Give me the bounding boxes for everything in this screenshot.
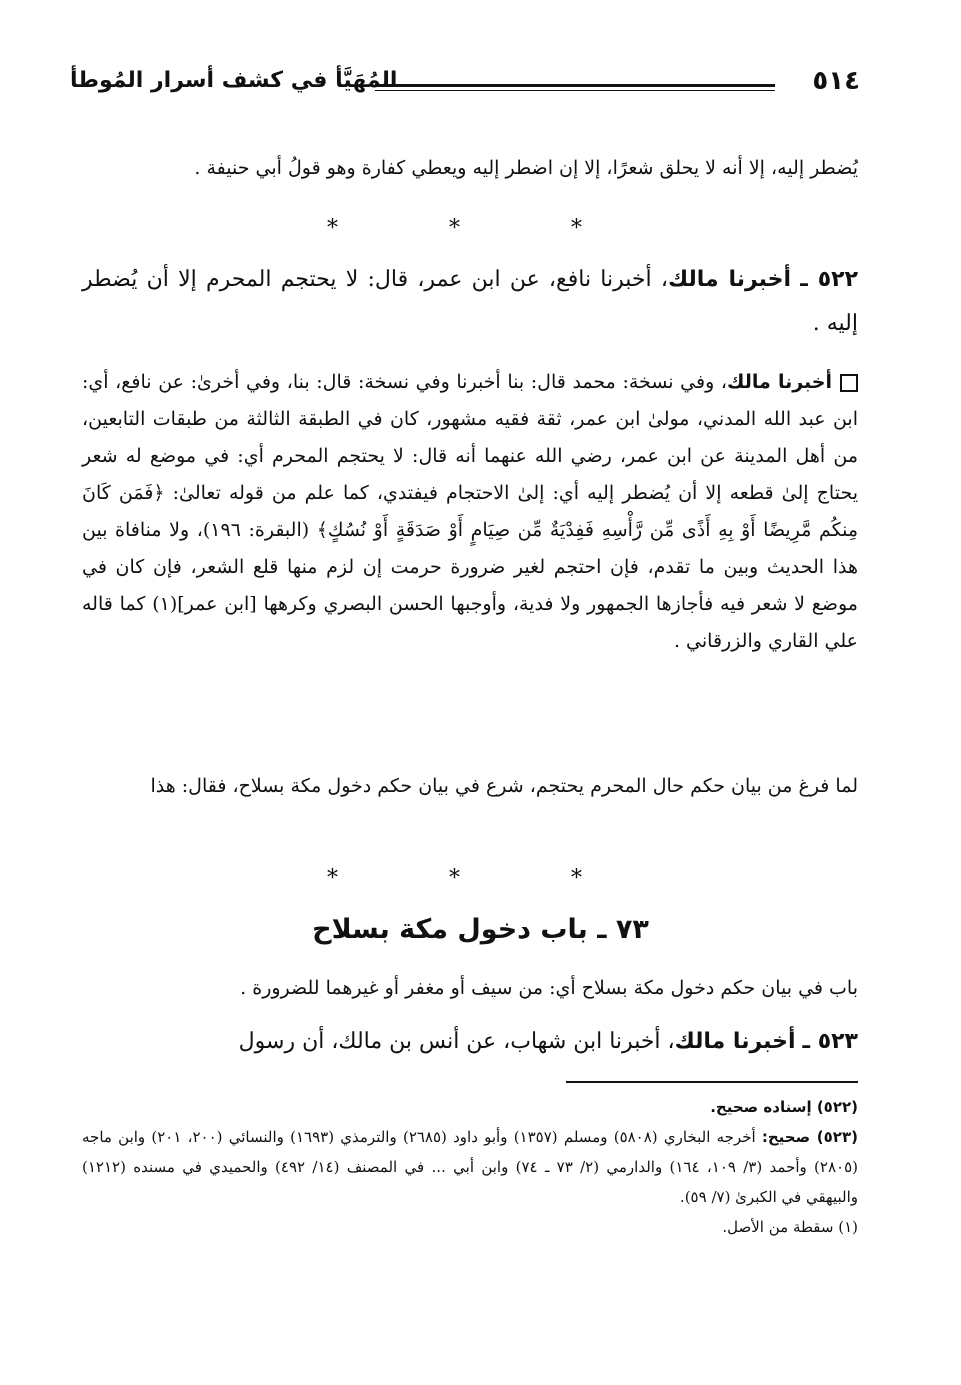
- footnote-523-text: أخرجه البخاري (٥٨٠٨) ومسلم (١٣٥٧) وأبو داود (٢٦٨٥) والترمذي (١٦٩٣) والنسائي (٢٠٠، ٢٠١) وابن ماجه (٢٨٠٥) وأحمد (٣/ ١٠٩، ١٦٤) والدارمي (٢/ ٧٣ ـ ٧٤) وابن أبي ... في المصنف (١٤/ ٤٩٢) والحميدي في مسنده (١٢١٢) والبيهقي في الكبرىٰ (٧/ ٥٩).: [82, 1128, 858, 1206]
- chapter-heading: ٧٣ ـ باب دخول مكة بسلاح: [312, 914, 649, 945]
- book-title: المُهَيَّأ في كشف أسرار المُوطأ: [70, 68, 398, 93]
- commentary-marker-icon: [840, 374, 858, 392]
- footnote-rule: [566, 1081, 858, 1083]
- hadith-narrator: أخبرنا مالك: [667, 267, 792, 292]
- transition-paragraph: لما فرغ من بيان حكم حال المحرم يحتجم، شرع في بيان حكم دخول مكة بسلاح، فقال: هذا: [150, 775, 858, 797]
- intro-paragraph: يُضطر إليه، إلا أنه لا يحلق شعرًا، إلا إن اضطر إليه ويعطي كفارة وهو قولُ أبي حنيفة .: [194, 157, 858, 179]
- commentary-body: ، وفي نسخة: محمد قال: بنا أخبرنا وفي نسخة: قال: بنا، وفي أخرىٰ: عن نافع، أي: ابن عبد الله المدني، مولىٰ ابن عمر، ثقة فقيه مشهور، كان في الطبقة الثالثة من طبقات التابعين، من أهل المدينة عن ابن عمر، رضي الله عنهما أنه قال: لا يحتجم المحرم أي: في موضع له شعر يحتاج إلىٰ قطعه إلا أن يُضطر إليه أي: إلىٰ الاحتجام فيفتدي، كما علم من قوله تعالىٰ: ﴿فَمَن كَانَ مِنكُم مَّرِيضًا أَوْ بِهِ أَذًى مِّن رَّأْسِهِ فَفِدْيَةٌ مِّن صِيَامٍ أَوْ صَدَقَةٍ أَوْ نُسُكٍ﴾ (البقرة: ١٩٦)، ولا منافاة بين هذا الحديث وبين ما تقدم، فإن احتجم لغير ضرورة حرمت إن لزم منها قلع الشعر، فإن كان في موضع لا شعر فيه فأجازها الجمهور ولا فدية، وأوجبها الحسن البصري وكرهها [ابن عمر](١) كما قاله علي القاري والزرقاني .: [82, 371, 858, 652]
- hadith-text: ، أخبرنا نافع، عن ابن عمر، قال: لا يحتجم المحرم إلا أن يُضطر إليه .: [82, 267, 858, 336]
- hadith-narrator: أخبرنا مالك: [674, 1029, 796, 1054]
- commentary-522: [82, 364, 858, 660]
- page-number: ٥١٤: [812, 66, 860, 96]
- separator-stars-2: * * *: [327, 866, 634, 891]
- hadith-522: [82, 258, 858, 346]
- hadith-523: [82, 1020, 858, 1064]
- footnotes: [82, 1092, 858, 1242]
- header-rule: [375, 84, 775, 91]
- chapter-explanation: باب في بيان حكم دخول مكة بسلاح أي: من سيف أو مغفر أو غيرهما للضرورة .: [240, 977, 858, 999]
- hadith-number: ٥٢٣ ـ: [802, 1029, 858, 1054]
- page-header: [70, 62, 860, 110]
- hadith-number: ٥٢٢ ـ: [800, 267, 859, 292]
- footnote-523: [82, 1122, 858, 1212]
- footnote-1: (١) سقطة من الأصل.: [722, 1218, 858, 1236]
- footnote-523-label: (٥٢٣) صحيح:: [761, 1128, 858, 1146]
- footnote-522: (٥٢٢) إسناده صحيح.: [710, 1098, 858, 1116]
- commentary-lead: أخبرنا مالك: [727, 371, 832, 393]
- hadith-text: ، أخبرنا ابن شهاب، عن أنس بن مالك، أن رسول: [238, 1029, 675, 1054]
- separator-stars: * * *: [327, 216, 634, 241]
